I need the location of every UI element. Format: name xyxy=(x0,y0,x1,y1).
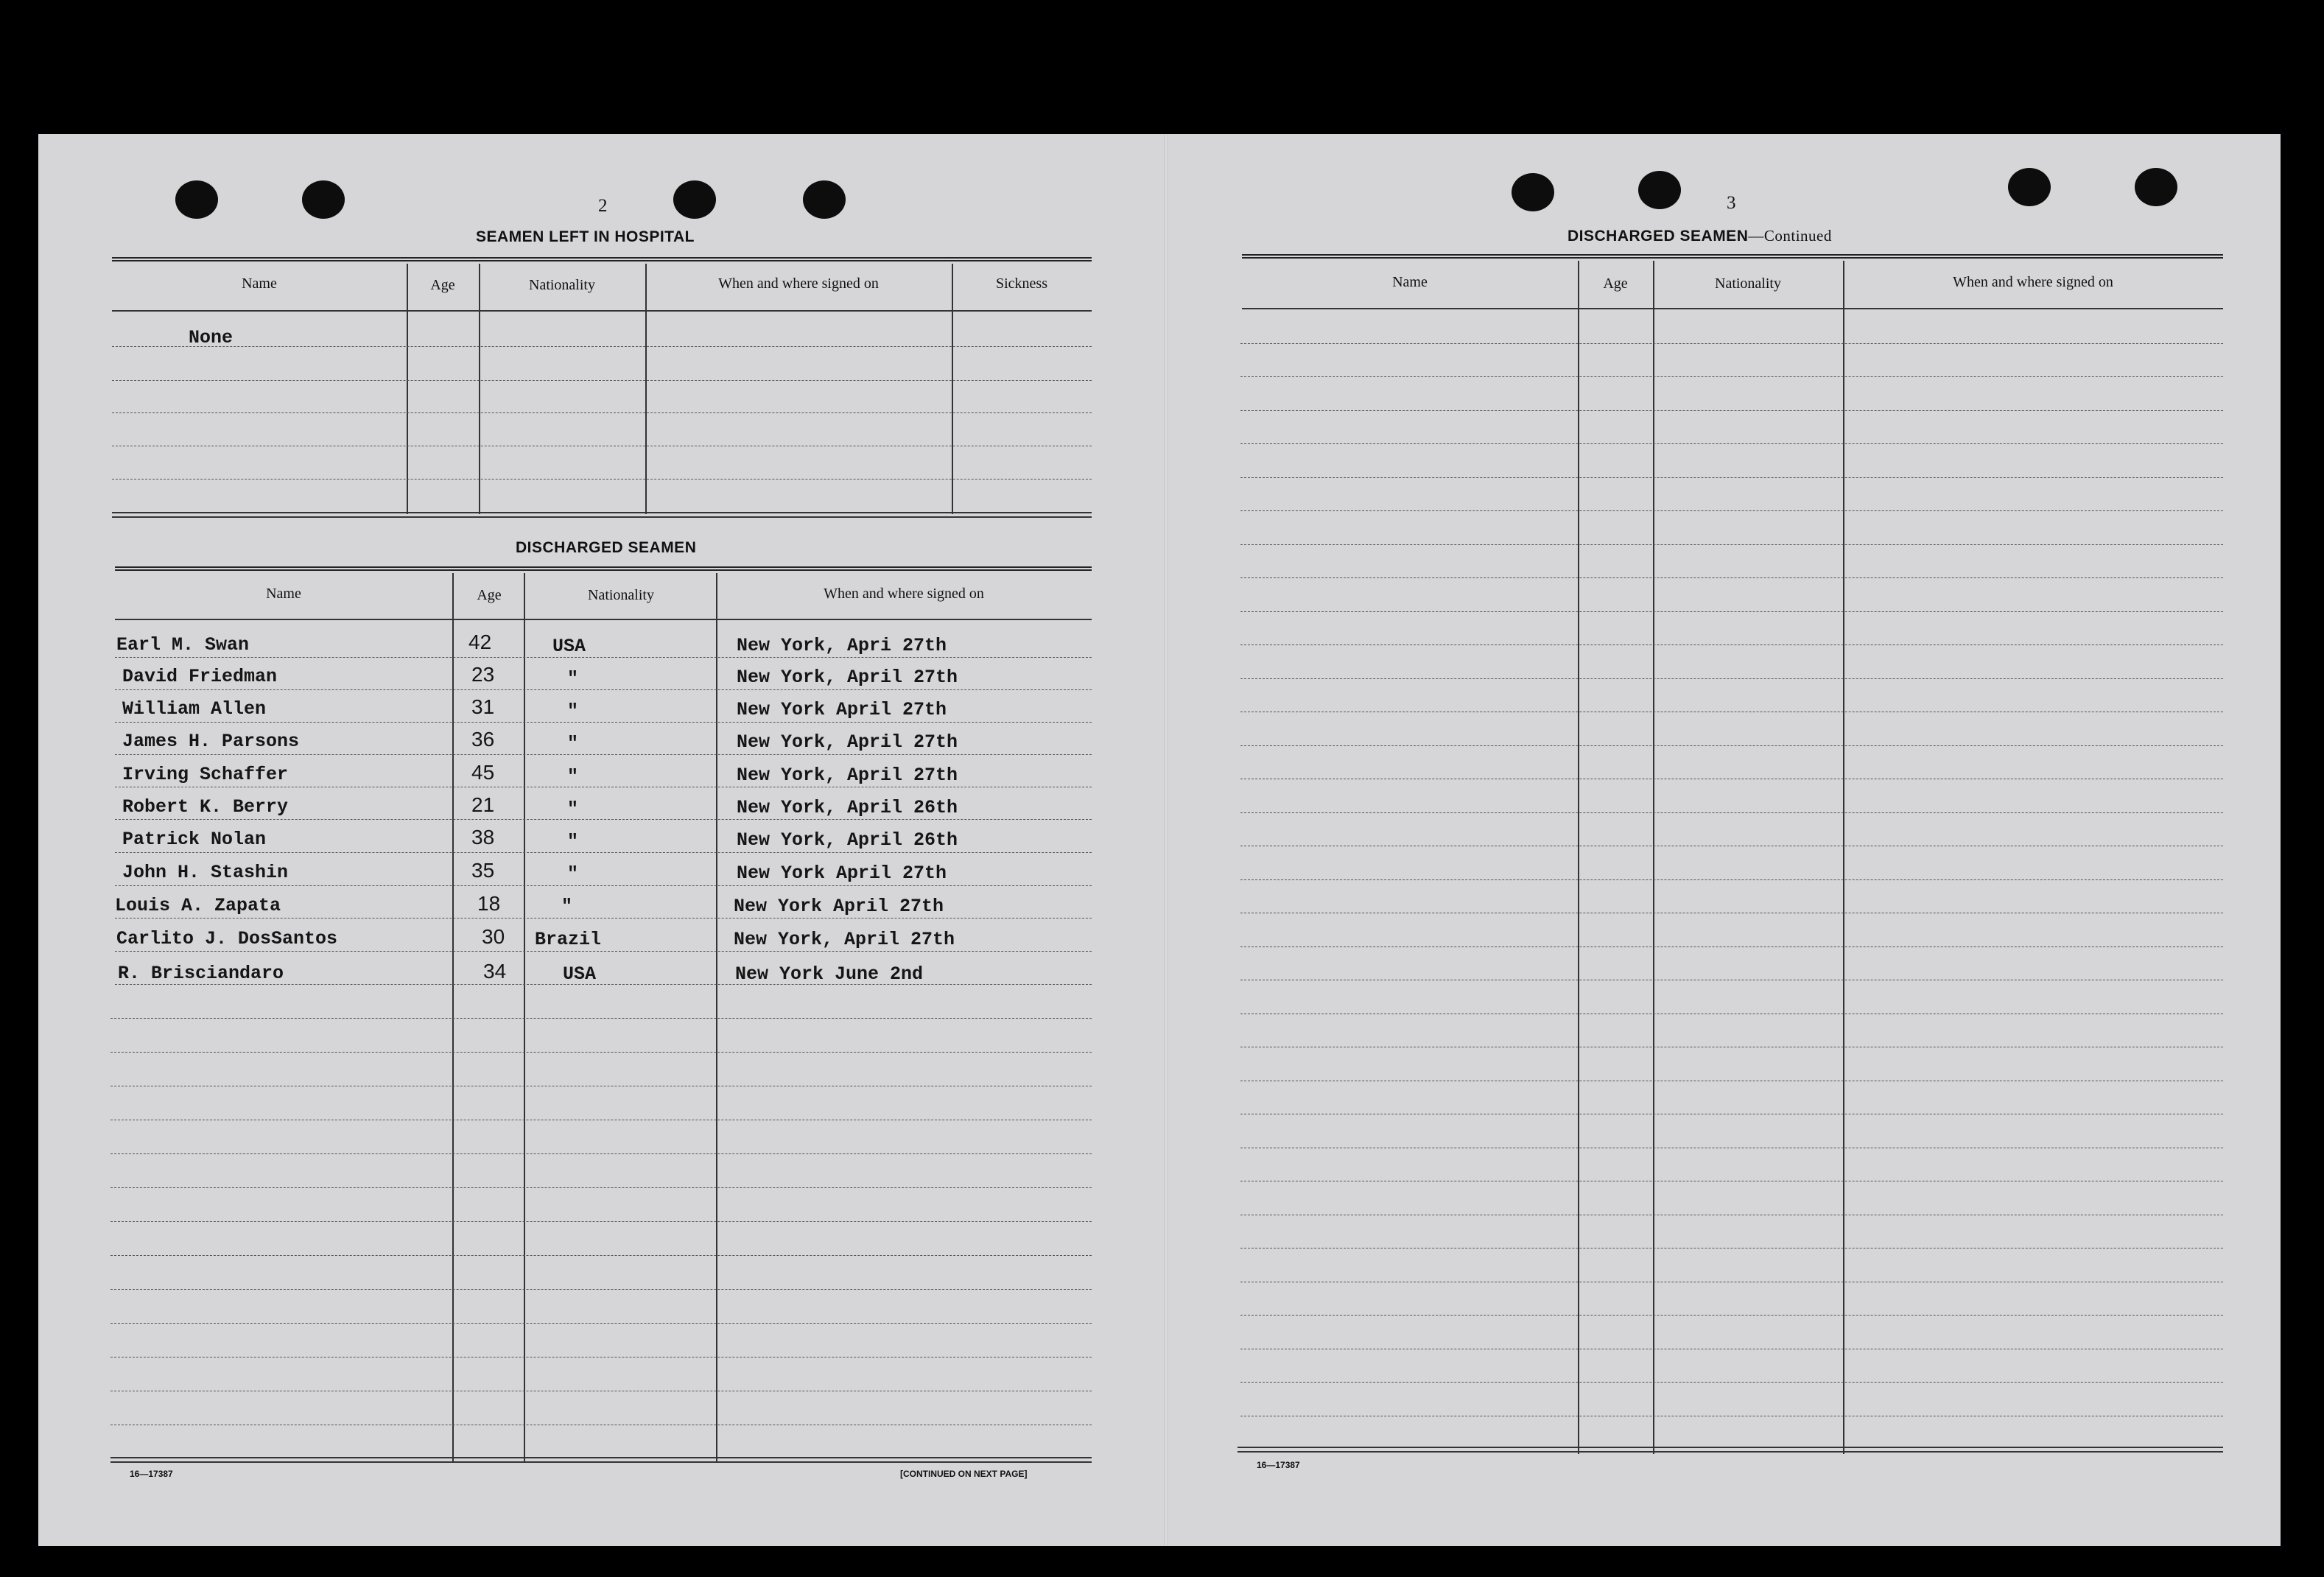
hospital-row-line xyxy=(112,380,1092,381)
row-line xyxy=(110,1018,1092,1019)
row-line xyxy=(110,1052,1092,1053)
form-number-right: 16—17387 xyxy=(1257,1460,1300,1470)
punch-hole xyxy=(2008,168,2051,206)
row-line xyxy=(115,918,1092,919)
row-3-age: 31 xyxy=(471,695,495,718)
row-7-signed-on: New York, April 26th xyxy=(737,829,958,851)
right-row-line xyxy=(1240,510,2223,511)
row-5-signed-on: New York, April 27th xyxy=(737,765,958,786)
hospital-row-line xyxy=(112,479,1092,480)
row-6-nationality: " xyxy=(567,798,579,820)
right-row-line xyxy=(1240,946,2223,947)
right-row-line xyxy=(1240,443,2223,444)
right-header-rule xyxy=(1242,308,2223,309)
hospital-col-signed-on: When and where signed on xyxy=(718,275,879,292)
hospital-table-bottom-rule xyxy=(112,512,1092,513)
row-10-nationality: Brazil xyxy=(535,929,602,950)
row-11-signed-on: New York June 2nd xyxy=(735,963,924,985)
row-5-name: Irving Schaffer xyxy=(122,764,289,785)
right-row-line xyxy=(1240,544,2223,545)
discharged-section-title: DISCHARGED SEAMEN xyxy=(516,539,697,556)
right-row-line xyxy=(1240,577,2223,578)
punch-hole xyxy=(1638,171,1681,209)
row-3-name: William Allen xyxy=(122,698,267,720)
row-9-nationality: " xyxy=(561,896,573,917)
row-line xyxy=(115,754,1092,755)
right-col-nationality: Nationality xyxy=(1715,275,1781,292)
right-row-line xyxy=(1240,1382,2223,1383)
row-10-name: Carlito J. DosSantos xyxy=(116,928,338,949)
hospital-col-nationality: Nationality xyxy=(529,277,595,293)
row-3-signed-on: New York April 27th xyxy=(737,699,947,720)
hospital-table-top-rule xyxy=(112,257,1092,261)
row-11-age: 34 xyxy=(483,960,507,983)
row-6-signed-on: New York, April 26th xyxy=(737,797,958,818)
row-3-nationality: " xyxy=(567,700,579,722)
punch-hole xyxy=(673,180,716,219)
form-number-left: 16—17387 xyxy=(130,1469,173,1479)
discharged-continued-title-text: DISCHARGED SEAMEN xyxy=(1568,228,1749,245)
discharged-col-divider xyxy=(452,573,454,1461)
row-1-nationality: USA xyxy=(552,636,586,657)
row-7-nationality: " xyxy=(567,831,579,852)
row-2-age: 23 xyxy=(471,663,495,686)
page-number-right: 3 xyxy=(1727,193,1736,213)
punch-hole xyxy=(175,180,218,219)
row-line xyxy=(110,1221,1092,1222)
discharged-col-divider xyxy=(716,573,717,1461)
row-5-nationality: " xyxy=(567,766,579,787)
right-col-divider xyxy=(1578,261,1579,1454)
hospital-col-divider xyxy=(407,264,408,514)
row-7-name: Patrick Nolan xyxy=(122,829,267,850)
hospital-col-age: Age xyxy=(430,277,455,293)
row-2-signed-on: New York, April 27th xyxy=(737,667,958,688)
row-1-name: Earl M. Swan xyxy=(116,634,250,656)
row-line xyxy=(115,657,1092,658)
right-row-line xyxy=(1240,343,2223,344)
row-4-signed-on: New York, April 27th xyxy=(737,731,958,753)
right-col-divider xyxy=(1653,261,1654,1454)
row-line xyxy=(115,722,1092,723)
row-line xyxy=(115,819,1092,820)
right-row-line xyxy=(1240,745,2223,746)
row-10-age: 30 xyxy=(482,925,505,948)
row-line xyxy=(115,951,1092,952)
row-8-age: 35 xyxy=(471,859,495,882)
row-4-name: James H. Parsons xyxy=(122,731,300,752)
row-8-signed-on: New York April 27th xyxy=(737,863,947,884)
discharged-col-age: Age xyxy=(477,587,502,603)
punch-hole xyxy=(2135,168,2177,206)
hospital-header-rule xyxy=(112,310,1092,312)
row-4-age: 36 xyxy=(471,728,495,751)
right-col-signed-on: When and where signed on xyxy=(1953,274,2113,290)
hospital-col-divider xyxy=(479,264,480,514)
row-line xyxy=(110,1289,1092,1290)
row-2-nationality: " xyxy=(567,668,579,689)
hospital-section-title: SEAMEN LEFT IN HOSPITAL xyxy=(476,228,695,245)
row-line xyxy=(110,1323,1092,1324)
row-line xyxy=(110,1187,1092,1188)
row-11-name: R. Brisciandaro xyxy=(118,963,284,984)
punch-hole xyxy=(803,180,846,219)
continued-note: [CONTINUED ON NEXT PAGE] xyxy=(900,1469,1028,1479)
continued-suffix: —Continued xyxy=(1748,227,1832,245)
right-col-name: Name xyxy=(1392,274,1428,290)
hospital-table-bottom-rule xyxy=(112,516,1092,518)
discharged-table-bottom-rule xyxy=(110,1457,1092,1458)
right-col-age: Age xyxy=(1603,275,1628,292)
row-11-nationality: USA xyxy=(563,963,597,985)
row-line xyxy=(115,885,1092,886)
right-row-line xyxy=(1240,376,2223,377)
right-row-line xyxy=(1240,477,2223,478)
right-row-line xyxy=(1240,879,2223,880)
row-9-age: 18 xyxy=(477,892,501,915)
row-8-name: John H. Stashin xyxy=(122,862,289,883)
right-row-line xyxy=(1240,812,2223,813)
discharged-col-signed-on: When and where signed on xyxy=(824,586,984,602)
discharged-col-divider xyxy=(524,573,525,1461)
row-8-nationality: " xyxy=(567,863,579,885)
row-7-age: 38 xyxy=(471,826,495,849)
hospital-col-divider xyxy=(952,264,953,514)
right-row-line xyxy=(1240,678,2223,679)
row-1-signed-on: New York, Apri 27th xyxy=(737,635,947,656)
page-number-left: 2 xyxy=(598,196,608,216)
row-1-age: 42 xyxy=(468,631,492,653)
discharged-table-top-rule xyxy=(115,566,1092,571)
right-table-bottom-rule xyxy=(1238,1451,2223,1453)
hospital-col-divider xyxy=(645,264,647,514)
row-line xyxy=(110,1153,1092,1154)
row-line xyxy=(115,852,1092,853)
discharged-col-nationality: Nationality xyxy=(588,587,654,603)
right-table-top-rule xyxy=(1242,254,2223,259)
row-9-signed-on: New York April 27th xyxy=(734,896,944,917)
discharged-table-bottom-rule xyxy=(110,1461,1092,1463)
right-row-line xyxy=(1240,410,2223,411)
discharged-col-name: Name xyxy=(266,586,301,602)
row-4-nationality: " xyxy=(567,733,579,754)
hospital-col-sickness: Sickness xyxy=(996,275,1047,292)
hospital-entry-none: None xyxy=(189,327,234,348)
row-5-age: 45 xyxy=(471,761,495,784)
hospital-row-line xyxy=(112,346,1092,347)
right-col-divider xyxy=(1843,261,1844,1454)
hospital-col-name: Name xyxy=(242,275,277,292)
right-row-line xyxy=(1240,611,2223,612)
page-fold xyxy=(1164,134,1168,1546)
discharged-header-rule xyxy=(115,619,1092,620)
row-10-signed-on: New York, April 27th xyxy=(734,929,955,950)
right-row-line xyxy=(1240,1315,2223,1316)
punch-hole xyxy=(1512,173,1554,211)
discharged-continued-title xyxy=(1568,227,1832,245)
row-2-name: David Friedman xyxy=(122,666,278,687)
right-table-bottom-rule xyxy=(1238,1447,2223,1448)
row-line xyxy=(110,1255,1092,1256)
punch-hole xyxy=(302,180,345,219)
row-6-age: 21 xyxy=(471,793,495,816)
row-6-name: Robert K. Berry xyxy=(122,796,289,818)
row-9-name: Louis A. Zapata xyxy=(115,895,281,916)
row-line xyxy=(110,1357,1092,1358)
row-line xyxy=(115,689,1092,690)
hospital-row-line xyxy=(112,412,1092,413)
row-line xyxy=(115,984,1092,985)
